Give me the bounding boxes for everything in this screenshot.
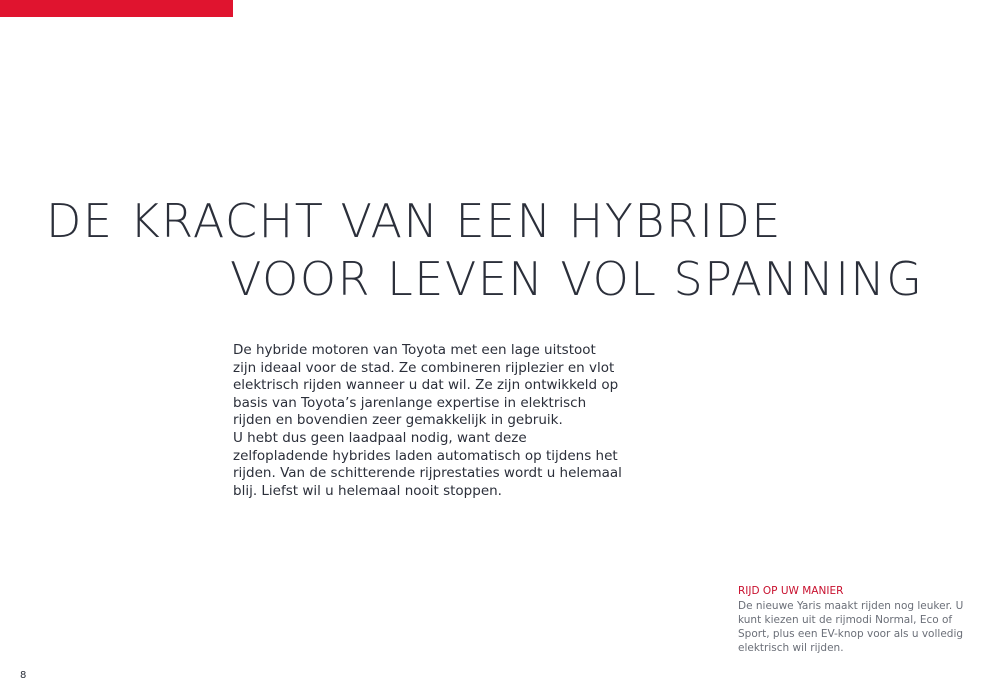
page-number: 8 <box>20 670 27 681</box>
body-paragraph-1: De hybride motoren van Toyota met een lage uitstoot zijn ideaal voor de stad. Ze combineren rijplezier en vlot elektrisch rijden wanneer u dat wil. Ze zijn ontwikkeld op basis van Toyota’s jarenlange expertise in elektrisch rijden en bovendien zeer gemakkelijk in gebruik. <box>233 342 619 429</box>
sidebar-heading: RIJD OP UW MANIER <box>738 585 844 597</box>
page-headline <box>0 192 1000 308</box>
body-paragraph-2: U hebt dus geen laadpaal nodig, want deze zelfopladende hybrides laden automatisch op tijdens het rijden. Van de schitterende rijprestaties wordt u helemaal blij. Liefst wil u helemaal nooit stoppen. <box>233 429 622 499</box>
accent-bar <box>0 0 233 17</box>
headline-line-1: DE KRACHT VAN EEN HYBRIDE <box>46 194 782 248</box>
headline-line-2: VOOR LEVEN VOL SPANNING <box>230 252 924 306</box>
sidebar-note <box>738 584 978 655</box>
body-copy <box>233 342 623 500</box>
sidebar-text: De nieuwe Yaris maakt rijden nog leuker. U kunt kiezen uit de rijmodi Normal, Eco of Sport, plus een EV-knop voor als u volledig elektrisch wil rijden. <box>738 600 964 654</box>
